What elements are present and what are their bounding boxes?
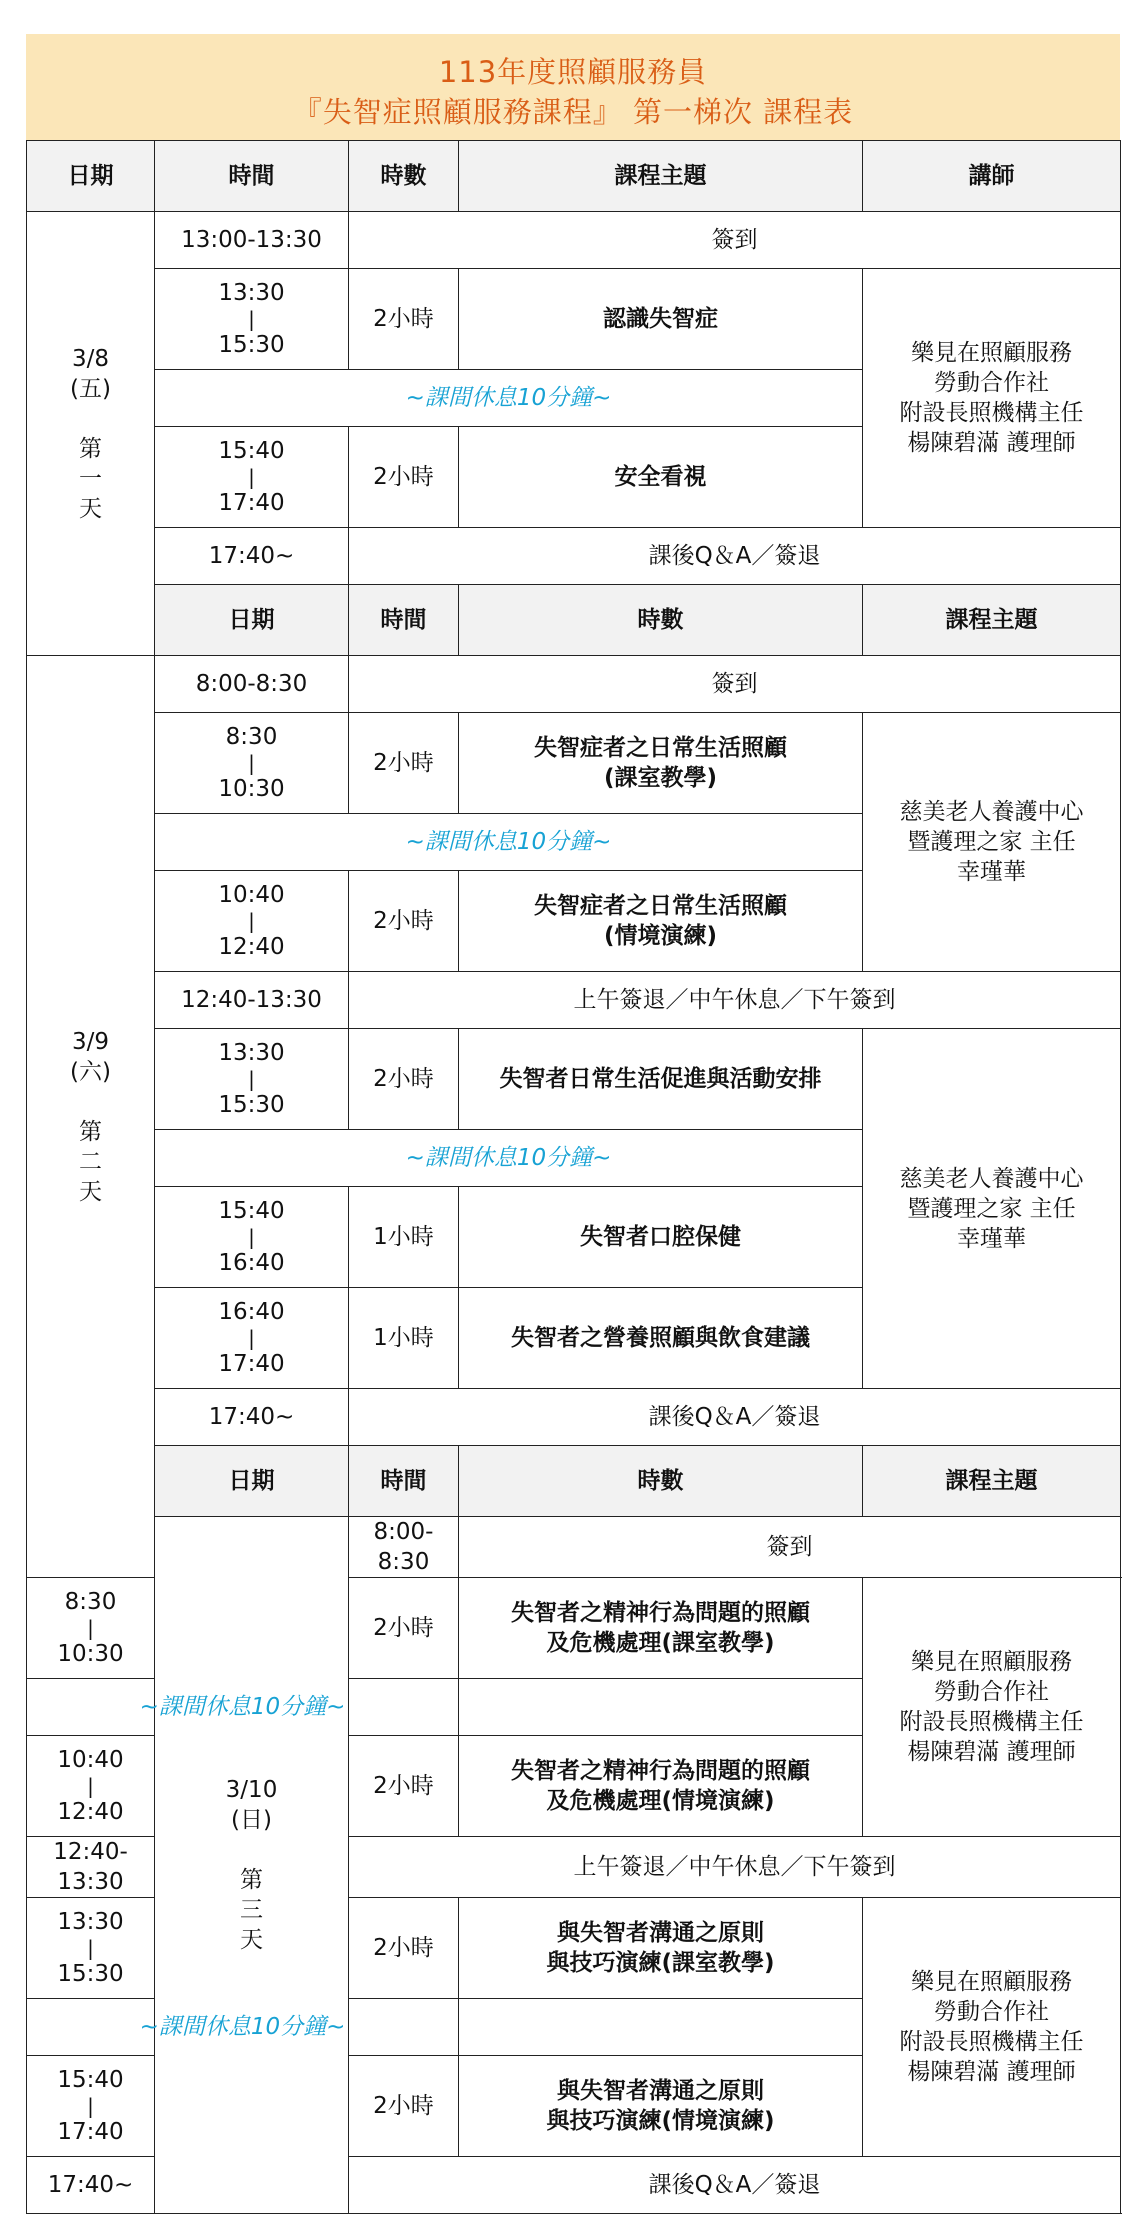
time-start: 10:40 — [57, 1747, 124, 1773]
teacher-line: 慈美老人養護中心 — [899, 1165, 1084, 1192]
teacher-line: 楊陳碧滿 護理師 — [907, 1739, 1076, 1765]
row-label: 課後Q＆A／簽退 — [349, 1389, 1121, 1446]
header-time: 時間 — [349, 1446, 459, 1517]
topic-line: 與技巧演練(情境演練) — [546, 2108, 775, 2134]
day-ordinal-char: 一 — [79, 465, 102, 492]
topic-line: (情境演練) — [603, 923, 718, 949]
teacher-line: 樂見在照顧服務 — [911, 1649, 1072, 1675]
time-start: 8:30 — [64, 1589, 117, 1615]
session-hours: 2小時 — [349, 1736, 459, 1837]
session-topic — [459, 1898, 863, 1999]
day-ordinal-char: 第 — [79, 1118, 102, 1145]
break-text: ~課間休息10分鐘~ — [27, 1999, 459, 2056]
session-time — [155, 1288, 349, 1389]
time-sep: | — [87, 1936, 94, 1960]
time-sep: | — [248, 1067, 255, 1091]
title-line-1: 113年度照顧服務員 — [438, 55, 708, 89]
teacher-line: 勞動合作社 — [934, 1999, 1049, 2025]
title-banner — [26, 34, 1120, 140]
teacher-cell — [863, 1029, 1121, 1389]
session-time — [27, 2056, 155, 2157]
header-time: 時間 — [155, 141, 349, 212]
time-end: 10:30 — [218, 776, 285, 802]
row-time: 17:40~ — [155, 528, 349, 585]
header-row — [27, 585, 1121, 656]
teacher-line: 勞動合作社 — [934, 370, 1049, 396]
session-hours: 2小時 — [349, 713, 459, 814]
topic-line: 失智者之精神行為問題的照顧 — [511, 1758, 810, 1784]
teacher-line: 附設長照機構主任 — [899, 400, 1084, 426]
date-spacer — [31, 1087, 150, 1117]
time-sep: | — [248, 751, 255, 775]
topic-line: 失智者日常生活促進與活動安排 — [499, 1066, 822, 1092]
session-hours: 1小時 — [349, 1288, 459, 1389]
session-time — [155, 871, 349, 972]
date-value: 3/9 — [71, 1028, 109, 1055]
row-time: 13:00-13:30 — [155, 212, 349, 269]
weekday-value: (日) — [231, 1807, 272, 1833]
session-time — [155, 427, 349, 528]
time-start: 15:40 — [57, 2067, 124, 2093]
weekday-value: (六) — [70, 1058, 111, 1085]
topic-line: 安全看視 — [614, 464, 707, 490]
date-spacer — [159, 1835, 344, 1865]
topic-line: 認識失智症 — [603, 306, 718, 332]
session-hours: 2小時 — [349, 871, 459, 972]
teacher-line: 樂見在照顧服務 — [911, 1969, 1072, 1995]
teacher-line: 附設長照機構主任 — [899, 1709, 1084, 1735]
date-value: 3/8 — [71, 345, 109, 372]
header-time: 時間 — [349, 585, 459, 656]
break-text: ~課間休息10分鐘~ — [27, 1679, 459, 1736]
topic-line: 及危機處理(課室教學) — [546, 1630, 775, 1656]
lunch-row — [27, 972, 1121, 1029]
time-sep: | — [248, 909, 255, 933]
day-ordinal-char: 第 — [240, 1867, 263, 1893]
session-topic — [459, 713, 863, 814]
session-hours: 2小時 — [349, 2056, 459, 2157]
teacher-line: 勞動合作社 — [934, 1679, 1049, 1705]
time-sep: | — [87, 1774, 94, 1798]
time-sep: | — [248, 465, 255, 489]
time-sep: | — [87, 2094, 94, 2118]
teacher-line: 楊陳碧滿 護理師 — [907, 430, 1076, 456]
break-text: ~課間休息10分鐘~ — [155, 814, 863, 871]
time-end: 12:40 — [218, 934, 285, 960]
time-end: 16:40 — [218, 1250, 285, 1276]
date-value: 3/10 — [225, 1777, 278, 1803]
header-date: 日期 — [155, 1446, 349, 1517]
session-topic — [459, 1029, 863, 1130]
session-row — [27, 713, 1121, 814]
teacher-line: 楊陳碧滿 護理師 — [907, 2059, 1076, 2085]
time-start: 13:30 — [218, 280, 285, 306]
session-hours: 2小時 — [349, 1898, 459, 1999]
header-date: 日期 — [27, 141, 155, 212]
topic-line: 失智者之營養照顧與飲食建議 — [511, 1325, 810, 1351]
time-start: 16:40 — [218, 1299, 285, 1325]
header-row — [27, 141, 1121, 212]
session-hours: 2小時 — [349, 427, 459, 528]
session-topic — [459, 2056, 863, 2157]
teacher-line: 附設長照機構主任 — [899, 2029, 1084, 2055]
time-start: 15:40 — [218, 1198, 285, 1224]
day-ordinal-char: 天 — [79, 1178, 102, 1205]
teacher-line: 慈美老人養護中心 — [899, 799, 1084, 825]
row-label: 課後Q＆A／簽退 — [349, 2157, 1121, 2214]
time-end: 15:30 — [218, 332, 285, 358]
day-ordinal-char: 二 — [79, 1148, 102, 1175]
row-time: 8:00-8:30 — [349, 1517, 459, 1578]
row-label: 上午簽退／中午休息／下午簽到 — [349, 1837, 1121, 1898]
time-end: 12:40 — [57, 1799, 124, 1825]
date-spacer — [31, 404, 150, 434]
session-topic — [459, 871, 863, 972]
teacher-cell — [863, 1898, 1121, 2157]
teacher-line: 暨護理之家 主任 — [907, 1195, 1076, 1222]
time-sep: | — [248, 1326, 255, 1350]
header-teacher: 講師 — [863, 141, 1121, 212]
time-sep: | — [87, 1616, 94, 1640]
session-hours: 2小時 — [349, 1578, 459, 1679]
time-end: 15:30 — [218, 1092, 285, 1118]
row-label: 課後Q＆A／簽退 — [349, 528, 1121, 585]
topic-line: 失智症者之日常生活照顧 — [534, 735, 787, 761]
row-time: 12:40-13:30 — [155, 972, 349, 1029]
teacher-cell — [863, 269, 1121, 528]
time-sep: | — [248, 1225, 255, 1249]
row-label: 簽到 — [349, 212, 1121, 269]
time-end: 17:40 — [218, 490, 285, 516]
topic-line: 與失智者溝通之原則 — [557, 2078, 764, 2104]
session-topic — [459, 1578, 863, 1679]
teacher-line: 幸瑾華 — [957, 1225, 1026, 1252]
end-row — [27, 528, 1121, 585]
time-sep: | — [248, 307, 255, 331]
header-topic: 課程主題 — [863, 585, 1121, 656]
time-end: 17:40 — [218, 1351, 285, 1377]
checkin-row — [27, 656, 1121, 713]
session-row — [27, 269, 1121, 370]
teacher-line: 幸瑾華 — [957, 859, 1026, 885]
session-hours: 1小時 — [349, 1187, 459, 1288]
session-topic — [459, 1187, 863, 1288]
header-topic: 課程主題 — [459, 141, 863, 212]
time-start: 13:30 — [57, 1909, 124, 1935]
topic-line: 與技巧演練(課室教學) — [546, 1950, 775, 1976]
time-start: 13:30 — [218, 1040, 285, 1066]
time-end: 10:30 — [57, 1641, 124, 1667]
session-topic — [459, 269, 863, 370]
teacher-line: 樂見在照顧服務 — [911, 340, 1072, 366]
time-start: 15:40 — [218, 438, 285, 464]
break-text: ~課間休息10分鐘~ — [155, 1130, 863, 1187]
row-time: 17:40~ — [27, 2157, 155, 2214]
topic-line: 及危機處理(情境演練) — [546, 1788, 775, 1814]
teacher-line: 暨護理之家 主任 — [907, 829, 1076, 855]
weekday-value: (五) — [70, 375, 111, 402]
course-schedule-table — [26, 140, 1121, 2214]
day-ordinal-char: 天 — [240, 1927, 263, 1953]
row-label: 上午簽退／中午休息／下午簽到 — [349, 972, 1121, 1029]
checkin-row — [27, 212, 1121, 269]
row-time: 8:00-8:30 — [155, 656, 349, 713]
topic-line: (課室教學) — [603, 765, 718, 791]
header-date: 日期 — [155, 585, 349, 656]
teacher-cell — [863, 1578, 1121, 1837]
date-cell — [27, 656, 155, 1578]
day-ordinal-char: 天 — [79, 495, 102, 522]
session-time — [27, 1898, 155, 1999]
header-row — [27, 1446, 1121, 1517]
break-text: ~課間休息10分鐘~ — [155, 370, 863, 427]
header-hours: 時數 — [459, 585, 863, 656]
day-ordinal-char: 三 — [240, 1897, 263, 1923]
row-label: 簽到 — [459, 1517, 1121, 1578]
topic-line: 失智者之精神行為問題的照顧 — [511, 1600, 810, 1626]
time-end: 15:30 — [57, 1961, 124, 1987]
session-topic — [459, 1736, 863, 1837]
header-hours: 時數 — [459, 1446, 863, 1517]
session-topic — [459, 1288, 863, 1389]
date-cell — [27, 212, 155, 656]
checkin-row — [27, 1517, 1121, 1578]
time-start: 10:40 — [218, 882, 285, 908]
session-hours: 2小時 — [349, 1029, 459, 1130]
teacher-cell — [863, 713, 1121, 972]
time-end: 17:40 — [57, 2119, 124, 2145]
session-hours: 2小時 — [349, 269, 459, 370]
row-time: 12:40-13:30 — [27, 1837, 155, 1898]
session-time — [155, 269, 349, 370]
title-line-2: 『失智症照顧服務課程』 第一梯次 課程表 — [292, 95, 854, 129]
session-row — [27, 1029, 1121, 1130]
row-label: 簽到 — [349, 656, 1121, 713]
header-hours: 時數 — [349, 141, 459, 212]
session-time — [27, 1578, 155, 1679]
header-topic: 課程主題 — [863, 1446, 1121, 1517]
session-time — [155, 713, 349, 814]
session-time — [27, 1736, 155, 1837]
topic-line: 失智者口腔保健 — [580, 1224, 741, 1250]
topic-line: 失智症者之日常生活照顧 — [534, 893, 787, 919]
session-time — [155, 1029, 349, 1130]
row-time: 17:40~ — [155, 1389, 349, 1446]
end-row — [27, 1389, 1121, 1446]
date-cell — [155, 1517, 349, 2214]
session-topic — [459, 427, 863, 528]
day-ordinal-char: 第 — [79, 435, 102, 462]
topic-line: 與失智者溝通之原則 — [557, 1920, 764, 1946]
session-time — [155, 1187, 349, 1288]
time-start: 8:30 — [225, 724, 278, 750]
